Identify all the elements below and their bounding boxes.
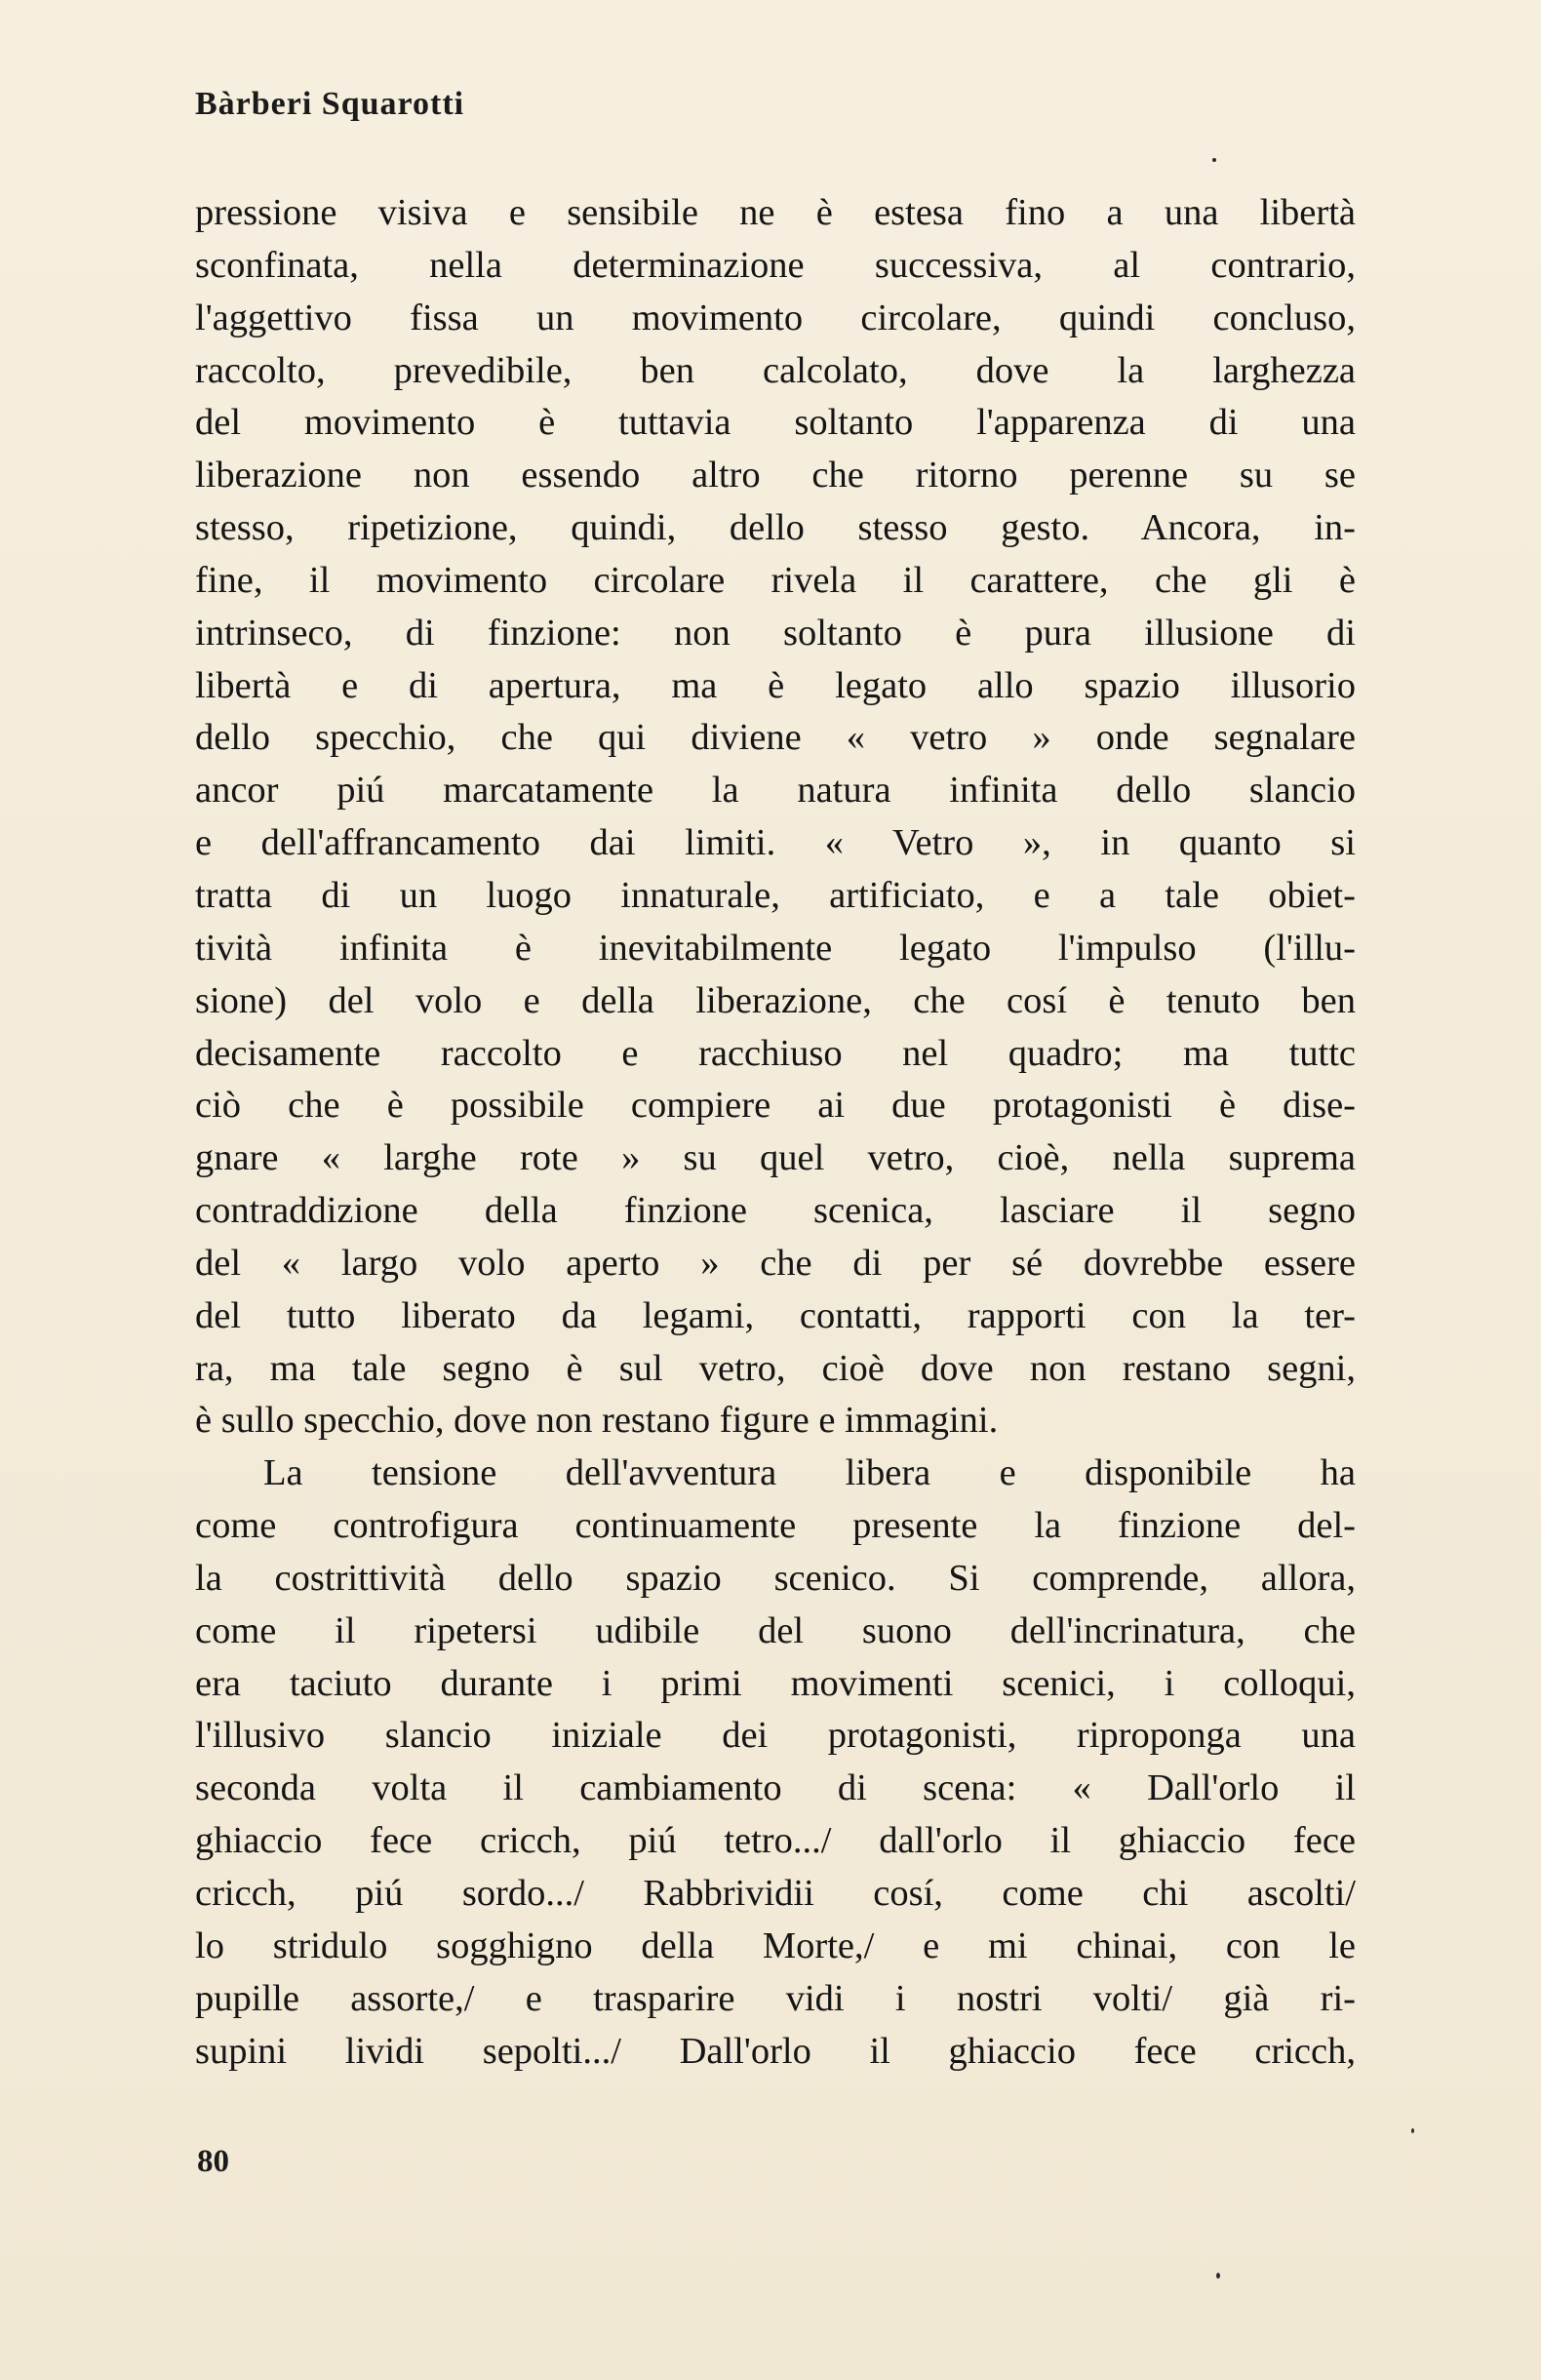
text-line: è sullo specchio, dove non restano figure e immagini. bbox=[195, 1400, 999, 1442]
text-line: liberazione non essendo altro che ritorno perenne su se bbox=[195, 455, 1356, 496]
text-line: sconfinata, nella determinazione successiva, al contrario, bbox=[195, 244, 1356, 286]
text-line: cricch, piú sordo.../ Rabbrividii cosí, come chi ascolti/ bbox=[195, 1873, 1356, 1914]
text-line: supini lividi sepolti.../ Dall'orlo il ghiaccio fece cricch, bbox=[195, 2030, 1356, 2072]
text-line: pressione visiva e sensibile ne è estesa fino a una libertà bbox=[195, 192, 1356, 233]
text-line: la costrittività dello spazio scenico. Si comprende, allora, bbox=[195, 1557, 1356, 1599]
text-line: contraddizione della finzione scenica, lasciare il segno bbox=[195, 1190, 1356, 1232]
text-line: dello specchio, che qui diviene « vetro » onde segnalare bbox=[195, 717, 1356, 759]
text-line: raccolto, prevedibile, ben calcolato, dove la larghezza bbox=[195, 349, 1356, 391]
text-line: tività infinita è inevitabilmente legato l'impulso (l'illu- bbox=[195, 927, 1356, 969]
text-line: e dell'affrancamento dai limiti. « Vetro », in quanto si bbox=[195, 822, 1356, 864]
text-line: gnare « larghe rote » su quel vetro, cioè, nella suprema bbox=[195, 1137, 1356, 1179]
text-line: era taciuto durante i primi movimenti scenici, i colloqui, bbox=[195, 1662, 1356, 1704]
text-line: del tutto liberato da legami, contatti, rapporti con la ter- bbox=[195, 1294, 1356, 1336]
text-line: lo stridulo sogghigno della Morte,/ e mi chinai, con le bbox=[195, 1924, 1356, 1966]
text-line: l'illusivo slancio iniziale dei protagonisti, riproponga una bbox=[195, 1715, 1356, 1757]
text-line: stesso, ripetizione, quindi, dello stesso gesto. Ancora, in- bbox=[195, 507, 1356, 549]
text-line: come controfigura continuamente presente la finzione del- bbox=[195, 1505, 1356, 1547]
body-text bbox=[195, 187, 1356, 2078]
text-line: del « largo volo aperto » che di per sé dovrebbe essere bbox=[195, 1242, 1356, 1284]
text-line: del movimento è tuttavia soltanto l'apparenza di una bbox=[195, 402, 1356, 444]
text-line: decisamente raccolto e racchiuso nel quadro; ma tuttc bbox=[195, 1032, 1356, 1074]
running-header: Bàrberi Squarotti bbox=[195, 86, 465, 122]
text-line: ghiaccio fece cricch, piú tetro.../ dall'orlo il ghiaccio fece bbox=[195, 1820, 1356, 1862]
text-line: seconda volta il cambiamento di scena: « Dall'orlo il bbox=[195, 1767, 1356, 1809]
text-line: ciò che è possibile compiere ai due protagonisti è dise- bbox=[195, 1085, 1356, 1127]
text-line: ra, ma tale segno è sul vetro, cioè dove non restano segni, bbox=[195, 1347, 1356, 1389]
text-line: ancor piú marcatamente la natura infinita dello slancio bbox=[195, 770, 1356, 812]
ink-speck bbox=[1411, 2128, 1414, 2133]
text-line: sione) del volo e della liberazione, che cosí è tenuto ben bbox=[195, 979, 1356, 1021]
text-line: La tensione dell'avventura libera e disponibile ha bbox=[263, 1452, 1356, 1494]
text-line: fine, il movimento circolare rivela il carattere, che gli è bbox=[195, 559, 1356, 601]
text-line: intrinseco, di finzione: non soltanto è pura illusione di bbox=[195, 612, 1356, 654]
ink-speck bbox=[1216, 2273, 1220, 2279]
page-number: 80 bbox=[197, 2144, 229, 2179]
text-line: l'aggettivo fissa un movimento circolare, quindi concluso, bbox=[195, 297, 1356, 338]
text-line: libertà e di apertura, ma è legato allo spazio illusorio bbox=[195, 664, 1356, 706]
text-line: come il ripetersi udibile del suono dell'incrinatura, che bbox=[195, 1609, 1356, 1651]
text-line: pupille assorte,/ e trasparire vidi i nostri volti/ già ri- bbox=[195, 1977, 1356, 2019]
text-line: tratta di un luogo innaturale, artificiato, e a tale obiet- bbox=[195, 874, 1356, 916]
ink-speck bbox=[1212, 158, 1216, 162]
